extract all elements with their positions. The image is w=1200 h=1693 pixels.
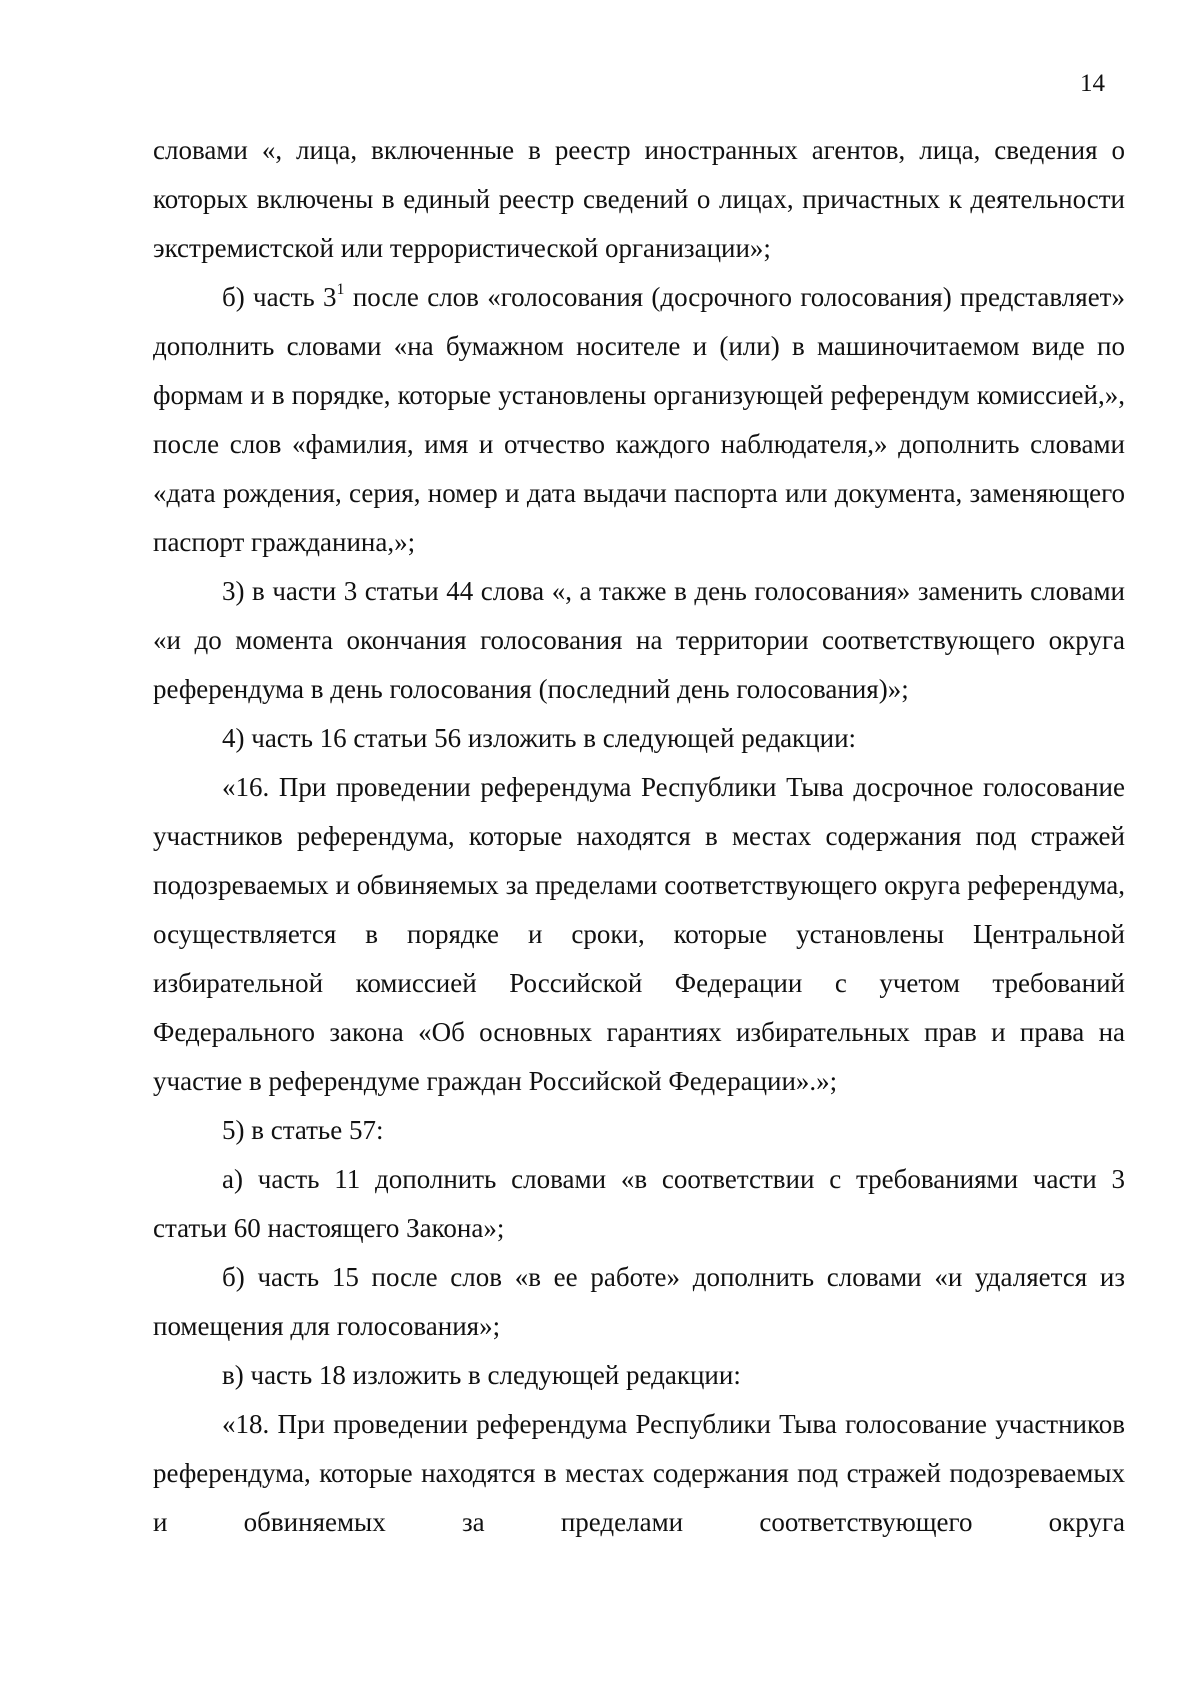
paragraph-item-a: а) часть 11 дополнить словами «в соответствии с требованиями части 3 статьи 60 настоящего Закона»; — [153, 1164, 1125, 1243]
paragraph-item-3: 3) в части 3 статьи 44 слова «, а также в день голосования» заменить словами «и до момента окончания голосования на территории соответствующего округа референдума в день голосования (последний день голосования)»; — [153, 576, 1125, 704]
item-prefix: б) часть 3 — [222, 282, 337, 312]
paragraph-item-b: б) часть 15 после слов «в ее работе» дополнить словами «и удаляется из помещения для голосования»; — [153, 1262, 1125, 1341]
paragraph-quoted-16: «16. При проведении референдума Республики Тыва досрочное голосование участников референдума, которые находятся в местах содержания под стражей подозреваемых и обвиняемых за пределами соответствующего округа референдума, осуществляется в порядке и сроки, которые установлены Центральной избирательной комиссией Российской Федерации с учетом требований Федерального закона «Об основных гарантиях избирательных прав и права на участие в референдуме граждан Российской Федерации».»; — [153, 772, 1125, 1096]
item-text: после слов «голосования (досрочного голосования) представляет» дополнить словами «на бумажном носителе и (или) в машиночитаемом виде по формам и в порядке, которые установлены организующей референдум комиссией,», после слов «фамилия, имя и отчество каждого наблюдателя,» дополнить словами «дата рождения, серия, номер и дата выдачи паспорта или документа, заменяющего паспорт гражданина,»; — [153, 282, 1125, 557]
paragraph-item-v: в) часть 18 изложить в следующей редакции: — [222, 1360, 741, 1390]
paragraph-continuation: словами «, лица, включенные в реестр иностранных агентов, лица, сведения о которых включены в единый реестр сведений о лицах, причастных к деятельности экстремистской или террористической организации»; — [153, 135, 1125, 263]
page-number: 14 — [1080, 70, 1105, 97]
superscript-index: 1 — [336, 281, 345, 298]
paragraph-item-5: 5) в статье 57: — [222, 1115, 384, 1145]
paragraph-quoted-18: «18. При проведении референдума Республики Тыва голосование участников референдума, которые находятся в местах содержания под стражей подозреваемых и обвиняемых за пределами соответствующего округа — [153, 1409, 1125, 1537]
paragraph-item-b-part-3-1 — [153, 273, 1125, 567]
document-body — [153, 126, 1125, 1547]
paragraph-item-4: 4) часть 16 статьи 56 изложить в следующей редакции: — [222, 723, 857, 753]
